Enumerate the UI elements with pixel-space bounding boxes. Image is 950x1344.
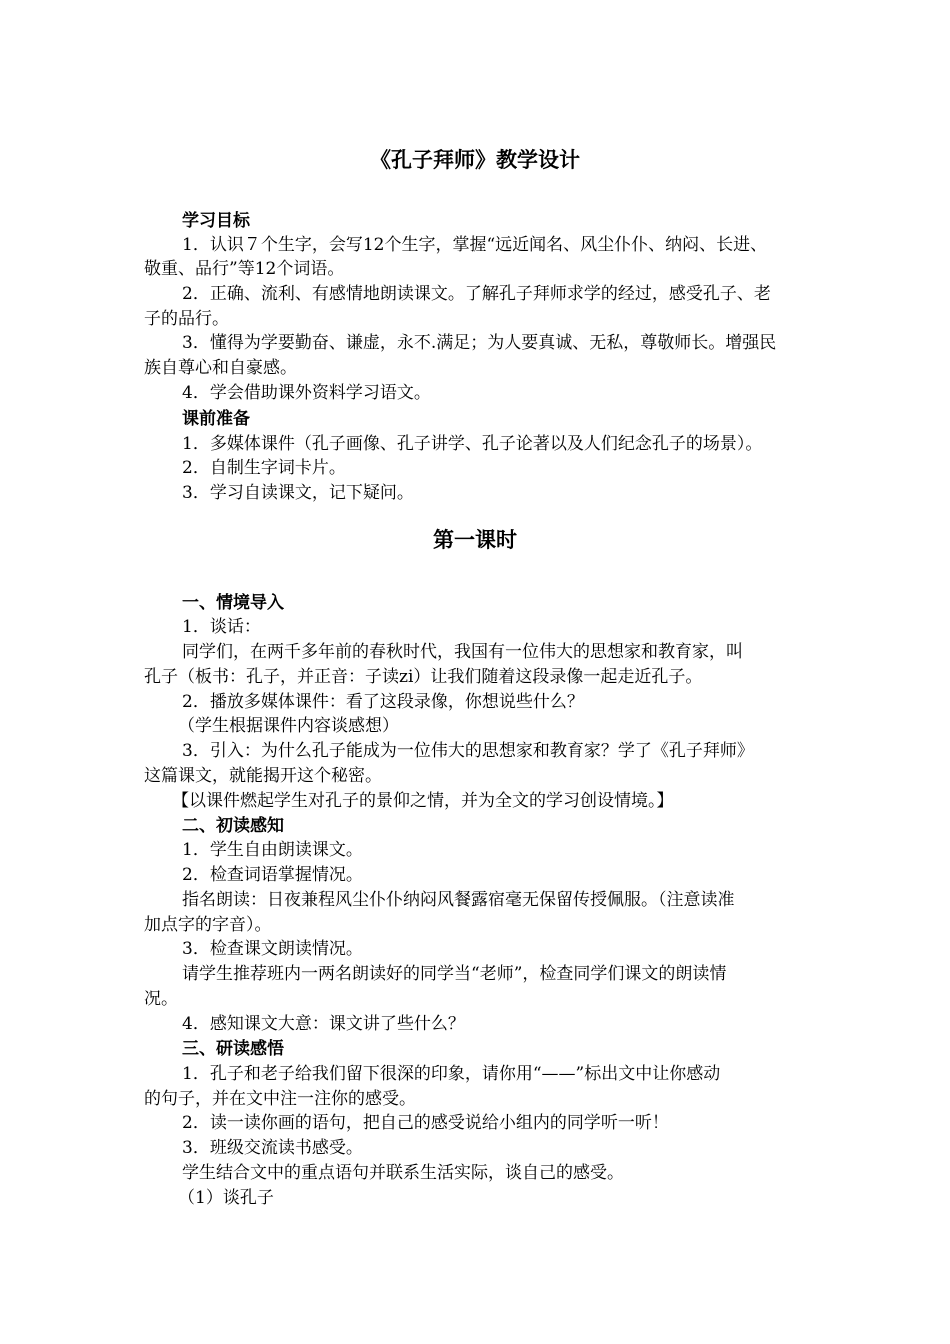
preparation-item-2: 2．自制生字词卡片。 [182,458,346,478]
part1-line: 这篇课文，就能揭开这个秘密。 [144,766,382,786]
document-title: 《孔子拜师》教学设计 [370,147,580,172]
part3-line: 的句子，并在文中注一注你的感受。 [144,1089,416,1109]
part2-line: 况。 [144,989,178,1009]
part1-line: 1．谈话： [182,617,261,637]
part2-line: 加点字的字音）。 [144,915,272,935]
objective-1-line-1: 1．认识７个生字，会写12个生字，掌握“远近闻名、风尘仆仆、纳闷、长进、 [182,235,768,255]
objective-3-line-2: 族自尊心和自豪感。 [144,358,297,378]
lesson-title: 第一课时 [433,527,517,552]
part3-line: 1．孔子和老子给我们留下很深的印象，请你用“——”标出文中让你感动 [182,1064,721,1084]
part2-line: 请学生推荐班内一两名朗读好的同学当“老师”，检查同学们课文的朗读情 [182,964,727,984]
part3-heading: 三、研读感悟 [182,1039,284,1059]
part2-line: 4．感知课文大意：课文讲了些什么？ [182,1014,465,1034]
objective-2-line-1: 2．正确、流利、有感情地朗读课文。了解孔子拜师求学的经过，感受孔子、老 [182,284,771,304]
objective-1-line-2: 敬重、品行”等12个词语。 [144,259,345,279]
part3-line: 学生结合文中的重点语句并联系生活实际，谈自己的感受。 [182,1163,624,1183]
part1-line: （学生根据课件内容谈感想） [178,716,399,736]
objective-4-line-1: 4．学会借助课外资料学习语文。 [182,383,431,403]
objective-3-line-1: 3．懂得为学要勤奋、谦虚，永不.满足；为人要真诚、无私，尊敬师长。增强民 [182,333,777,353]
part1-note: 【以课件燃起学生对孔子的景仰之情，并为全文的学习创设情境。】 [172,791,674,811]
part1-line: 3．引入：为什么孔子能成为一位伟大的思想家和教育家？学了《孔子拜师》 [182,741,754,761]
part1-line: 同学们，在两千多年前的春秋时代，我国有一位伟大的思想家和教育家，叫 [182,642,743,662]
part1-heading: 一、情境导入 [182,593,284,613]
part2-line: 2．检查词语掌握情况。 [182,865,363,885]
part3-line: 2．读一读你画的语句，把自己的感受说给小组内的同学听一听！ [182,1113,669,1133]
part2-line: 3．检查课文朗读情况。 [182,939,363,959]
preparation-item-3: 3．学习自读课文，记下疑问。 [182,483,414,503]
objective-2-line-2: 子的品行。 [144,309,229,329]
part2-heading: 二、初读感知 [182,816,284,836]
part2-line: 指名朗读：日夜兼程风尘仆仆纳闷风餐露宿毫无保留传授佩服。（注意读准 [182,890,735,910]
part1-line: 2．播放多媒体课件：看了这段录像，你想说些什么？ [182,692,584,712]
part3-line: （1）谈孔子 [178,1188,274,1208]
part2-line: 1．学生自由朗读课文。 [182,840,363,860]
section-heading-preparation: 课前准备 [182,409,250,429]
section-heading-objectives: 学习目标 [182,211,250,231]
part3-line: 3．班级交流读书感受。 [182,1138,363,1158]
part1-line: 孔子（板书：孔子，并正音：子读zi）让我们随着这段录像一起走近孔子。 [144,667,703,687]
preparation-item-1: 1．多媒体课件（孔子画像、孔子讲学、孔子论著以及人们纪念孔子的场景）。 [182,434,763,454]
